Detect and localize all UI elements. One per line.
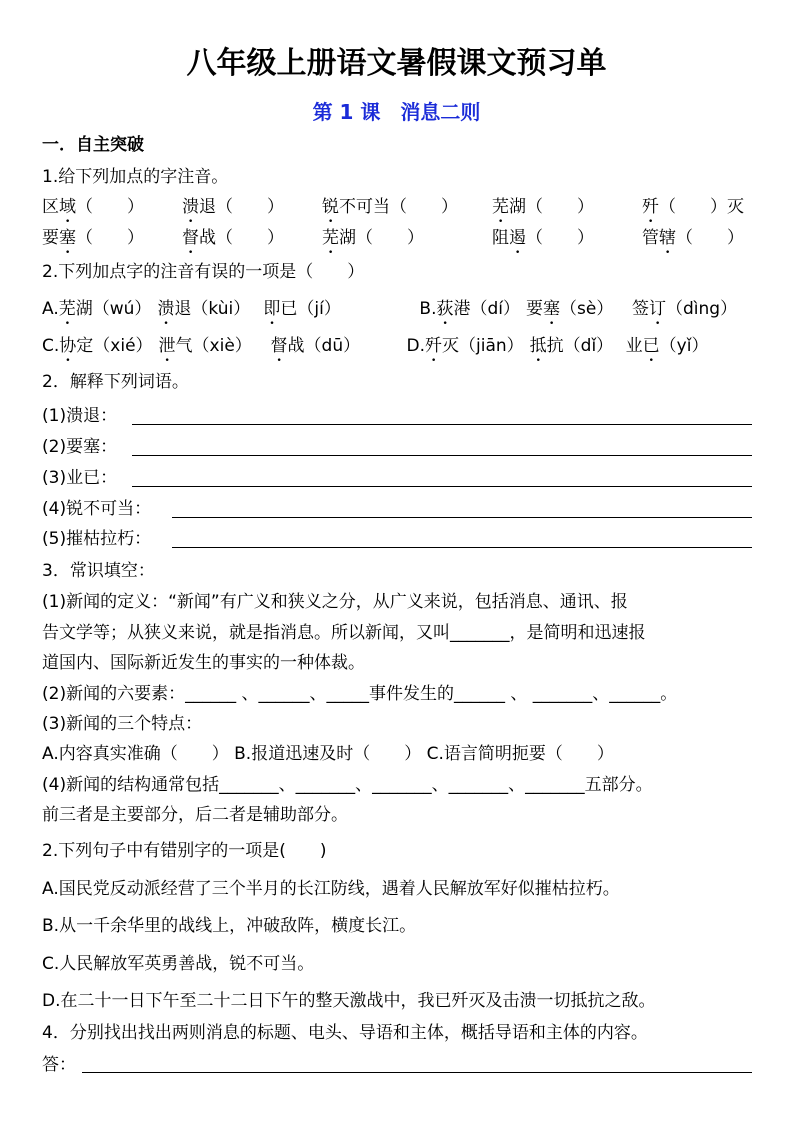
dotted-word-item	[407, 334, 524, 358]
word-label: (2)要塞：	[42, 437, 118, 457]
pinyin-row-1	[42, 195, 763, 219]
dotted-char: 督	[182, 228, 199, 248]
word-text: 灭（jiān）	[442, 336, 524, 356]
question-2: 2.下列加点字的注音有误的一项是（ ）	[42, 262, 365, 282]
dotted-word-item	[159, 334, 265, 358]
word-text: A.	[42, 299, 59, 319]
dotted-word-item	[492, 226, 636, 250]
word-text: 退（ ）	[199, 197, 284, 217]
word-text: 已（jí）	[280, 299, 341, 319]
dotted-char: 督	[270, 336, 288, 356]
word-text: 湖（wú）	[75, 299, 152, 319]
dotted-word-item	[263, 297, 413, 321]
word-label: (3)业已：	[42, 468, 118, 488]
dotted-char: 溃	[182, 197, 199, 217]
word-text: 不可当（ ）	[339, 197, 458, 217]
dotted-char: 辖	[659, 228, 676, 248]
word-text: （ ）	[526, 228, 594, 248]
answer-line[interactable]	[132, 424, 752, 425]
knowledge-1b: 告文学等；从狭义来说，就是指消息。所以新闻，又叫_______，是简明和迅速报	[42, 623, 646, 643]
dotted-char: 芜	[492, 197, 509, 217]
word-label: (5)摧枯拉朽：	[42, 529, 152, 549]
dotted-char: 芜	[58, 299, 76, 319]
word-text: （yǐ）	[659, 336, 709, 356]
answer-line[interactable]	[172, 517, 752, 518]
knowledge-1a: (1)新闻的定义：“新闻”有广义和狭义之分，从广义来说，包括消息、通讯、报	[42, 592, 628, 612]
word-text: （ ）	[76, 228, 144, 248]
q5-option-d: D.在二十一日下午至二十二日下午的整天激战中，我已歼灭及击溃一切抵抗之敌。	[42, 991, 656, 1011]
knowledge-3-options: A.内容真实准确（ ） B.报道迅速及时（ ） C.语言简明扼要（ ）	[42, 744, 614, 764]
dotted-char: 荻	[436, 299, 454, 319]
word-text: 湖（ ）	[339, 228, 424, 248]
dotted-char: 塞	[59, 228, 76, 248]
dotted-word-item	[632, 297, 737, 321]
word-text: 定（xié）	[76, 336, 153, 356]
dotted-word-item	[642, 226, 744, 250]
dotted-word-item	[322, 195, 486, 219]
knowledge-1c: 道国内、国际新近发生的事实的一种体裁。	[42, 653, 365, 673]
word-text: 签	[632, 299, 650, 319]
word-text: 业	[625, 336, 643, 356]
word-text: （ ）	[676, 228, 744, 248]
dotted-word-item	[530, 334, 620, 358]
question-6: 4．分别找出找出两则消息的标题、电头、导语和主体，概括导语和主体的内容。	[42, 1023, 648, 1043]
dotted-char: 订	[649, 299, 667, 319]
dotted-word-item	[626, 334, 709, 358]
word-text: C.	[42, 336, 60, 356]
dotted-word-item	[182, 226, 316, 250]
dotted-word-item	[42, 195, 176, 219]
dotted-word-item	[271, 334, 401, 358]
word-text: 湖（ ）	[509, 197, 594, 217]
option-row-cd	[42, 334, 763, 358]
question-3: 2．解释下列词语。	[42, 372, 189, 392]
word-text: 要	[526, 299, 544, 319]
q5-option-b: B.从一千余华里的战线上，冲破敌阵，横度长江。	[42, 916, 417, 936]
dotted-char: 已	[642, 336, 660, 356]
word-text: 区	[42, 197, 59, 217]
q5-option-a: A.国民党反动派经营了三个半月的长江防线，遇着人民解放军好似摧枯拉朽。	[42, 879, 620, 899]
answer-line[interactable]	[132, 486, 752, 487]
dotted-char: 歼	[425, 336, 443, 356]
pinyin-row-2	[42, 226, 763, 250]
knowledge-4a: (4)新闻的结构通常包括_______、_______、_______、_______、_______五部分。	[42, 775, 653, 795]
dotted-char: 溃	[157, 299, 175, 319]
knowledge-2: (2)新闻的六要素：______ 、______、_____事件发生的______ 、 _______、______。	[42, 684, 678, 704]
answer-line[interactable]	[132, 455, 752, 456]
question-4: 3．常识填空：	[42, 561, 155, 581]
knowledge-3: (3)新闻的三个特点：	[42, 714, 203, 734]
dotted-word-item	[322, 226, 486, 250]
q5-option-c: C.人民解放军英勇善战，锐不可当。	[42, 954, 315, 974]
word-text: （ ）灭	[659, 197, 744, 217]
word-text: （ ）	[76, 197, 144, 217]
word-text: 战（ ）	[199, 228, 284, 248]
word-text: 抗（dǐ）	[546, 336, 614, 356]
word-text: 要	[42, 228, 59, 248]
section-heading: 一．自主突破	[42, 135, 144, 155]
dotted-word-item	[182, 195, 316, 219]
word-text: 战（dū）	[287, 336, 361, 356]
dotted-word-item	[157, 297, 257, 321]
word-text: 退（kùi）	[174, 299, 251, 319]
word-text: D.	[406, 336, 426, 356]
dotted-word-item	[42, 334, 153, 358]
dotted-char: 域	[59, 197, 76, 217]
knowledge-4b: 前三者是主要部分，后二者是辅助部分。	[42, 805, 348, 825]
word-label: (1)溃退：	[42, 406, 118, 426]
page-title: 八年级上册语文暑假课文预习单	[186, 46, 607, 81]
question-1: 1.给下列加点的字注音。	[42, 167, 229, 187]
dotted-char: 协	[59, 336, 77, 356]
option-row-ab	[42, 297, 763, 321]
dotted-word-item	[492, 195, 636, 219]
dotted-char: 抵	[529, 336, 547, 356]
word-label: (4)锐不可当：	[42, 499, 152, 519]
dotted-word-item	[419, 297, 520, 321]
dotted-word-item	[42, 226, 176, 250]
dotted-char: 即	[263, 299, 281, 319]
word-text: 港（dí）	[453, 299, 521, 319]
word-text: 阻	[492, 228, 509, 248]
dotted-word-item	[526, 297, 626, 321]
question-5: 2.下列句子中有错别字的一项是( )	[42, 841, 327, 861]
dotted-char: 歼	[642, 197, 659, 217]
dotted-char: 塞	[543, 299, 561, 319]
answer-label: 答：	[42, 1055, 76, 1075]
answer-line[interactable]	[172, 547, 752, 548]
dotted-char: 泄	[158, 336, 176, 356]
word-text: （dìng）	[666, 299, 738, 319]
word-text: （sè）	[560, 299, 614, 319]
word-text: 管	[642, 228, 659, 248]
word-text: 气（xiè）	[175, 336, 252, 356]
dotted-char: 锐	[322, 197, 339, 217]
word-text: B.	[419, 299, 437, 319]
dotted-char: 芜	[322, 228, 339, 248]
dotted-word-item	[42, 297, 151, 321]
dotted-char: 遏	[509, 228, 526, 248]
answer-line[interactable]	[82, 1072, 752, 1073]
lesson-subtitle: 第 1 课 消息二则	[312, 100, 481, 124]
dotted-word-item	[642, 195, 744, 219]
